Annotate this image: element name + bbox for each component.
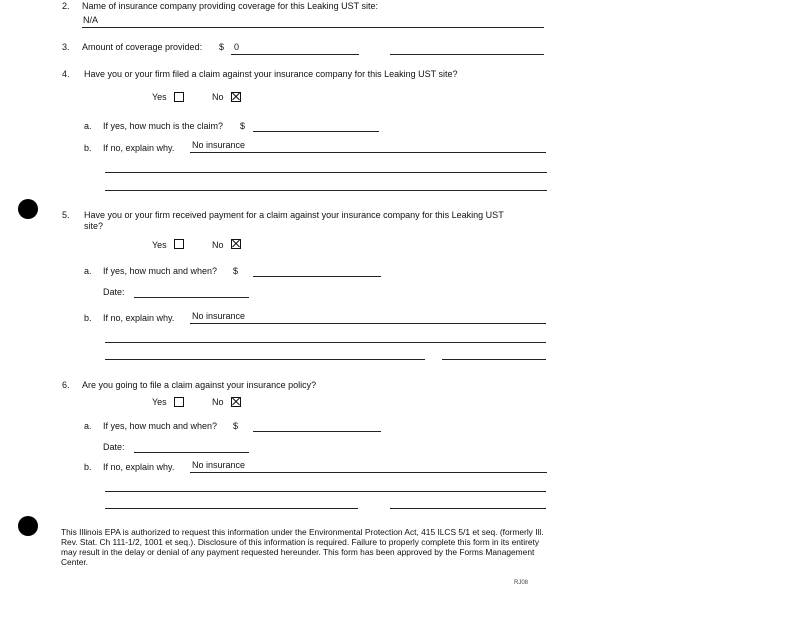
q6a-currency: $ <box>233 421 239 431</box>
q5a-label: a. <box>84 266 92 276</box>
q5a-date-line[interactable] <box>134 297 249 298</box>
q6-no-label: No <box>212 397 224 407</box>
q5b-answer-line-3 <box>105 359 425 360</box>
q4-no-label: No <box>212 92 224 102</box>
q5-text: Have you or your firm received payment for a claim against your insurance company for this Leaking UST <box>84 210 504 220</box>
q6a-answer-line <box>253 431 381 432</box>
q6-no-checkbox[interactable] <box>231 397 241 407</box>
q2-answer-line <box>82 27 544 28</box>
q5-yes-label: Yes <box>152 240 167 250</box>
q4a-label: a. <box>84 121 92 131</box>
q3-answer[interactable]: 0 <box>234 42 240 52</box>
q6b-text: If no, explain why. <box>103 462 175 472</box>
q5a-answer-line <box>253 276 381 277</box>
legal-notice: This Illinois EPA is authorized to request this information under the Environmental Protection Act, 415 ILCS 5/1 et seq. (formerly Ill. Rev. Stat. Ch 111-1/2, 1001 et seq.). Disclosure of this information is required. Failure to properly complete this form in its entirety may result in the delay or denial of any payment requested hereunder. This form has been approved by the Forms Management Center. <box>61 527 544 567</box>
form-footer-code: RJ08 <box>514 580 529 586</box>
q5a-currency: $ <box>233 266 239 276</box>
q5b-answer-line-4 <box>442 359 546 360</box>
q4-no-checkbox[interactable] <box>231 92 241 102</box>
q4b-answer-line-1 <box>190 152 546 153</box>
q5b-answer[interactable]: No insurance <box>192 311 246 321</box>
q6a-text: If yes, how much and when? <box>103 421 218 431</box>
q6b-answer[interactable]: No insurance <box>192 460 246 470</box>
punch-hole-top <box>18 199 38 219</box>
q6a-date-line[interactable] <box>134 452 249 453</box>
q5-no-label: No <box>212 240 224 250</box>
q6-yes-checkbox[interactable] <box>174 397 184 407</box>
q3-currency: $ <box>219 42 225 52</box>
q5-text-cont: site? <box>84 221 104 231</box>
q5a-text: If yes, how much and when? <box>103 266 218 276</box>
q4b-answer-line-2 <box>105 172 547 173</box>
q4b-text: If no, explain why. <box>103 143 175 153</box>
q6b-answer-line-4 <box>390 508 546 509</box>
q2-number: 2. <box>62 1 70 11</box>
q2-text: Name of insurance company providing coverage for this Leaking UST site: <box>82 1 378 11</box>
q6-number: 6. <box>62 380 70 390</box>
q3-answer-line-2 <box>390 54 544 55</box>
q6b-answer-line-1 <box>190 472 547 473</box>
q4b-label: b. <box>84 143 92 153</box>
q5b-text: If no, explain why. <box>103 313 175 323</box>
q4a-text: If yes, how much is the claim? <box>103 121 224 131</box>
q4-text: Have you or your firm filed a claim against your insurance company for this Leaking UST site? <box>84 69 458 79</box>
q4-yes-checkbox[interactable] <box>174 92 184 102</box>
q3-answer-line <box>231 54 359 55</box>
q5a-date-label: Date: <box>103 287 125 297</box>
q5b-answer-line-1 <box>190 323 546 324</box>
q4a-currency: $ <box>240 121 246 131</box>
q6-yes-label: Yes <box>152 397 167 407</box>
q2-answer[interactable]: N/A <box>83 15 99 25</box>
q4-yes-label: Yes <box>152 92 167 102</box>
q5b-label: b. <box>84 313 92 323</box>
q3-text: Amount of coverage provided: <box>82 42 203 52</box>
q6b-label: b. <box>84 462 92 472</box>
q6a-date-label: Date: <box>103 442 125 452</box>
q4b-answer-line-3 <box>105 190 547 191</box>
q4b-answer[interactable]: No insurance <box>192 140 246 150</box>
q6-text: Are you going to file a claim against your insurance policy? <box>82 380 317 390</box>
punch-hole-bottom <box>18 516 38 536</box>
q5-yes-checkbox[interactable] <box>174 239 184 249</box>
q4a-answer-line <box>253 131 379 132</box>
q3-number: 3. <box>62 42 70 52</box>
q6b-answer-line-3 <box>105 508 358 509</box>
q5-no-checkbox[interactable] <box>231 239 241 249</box>
q6b-answer-line-2 <box>105 491 546 492</box>
q5b-answer-line-2 <box>105 342 546 343</box>
q6a-label: a. <box>84 421 92 431</box>
q4-number: 4. <box>62 69 70 79</box>
q5-number: 5. <box>62 210 70 220</box>
